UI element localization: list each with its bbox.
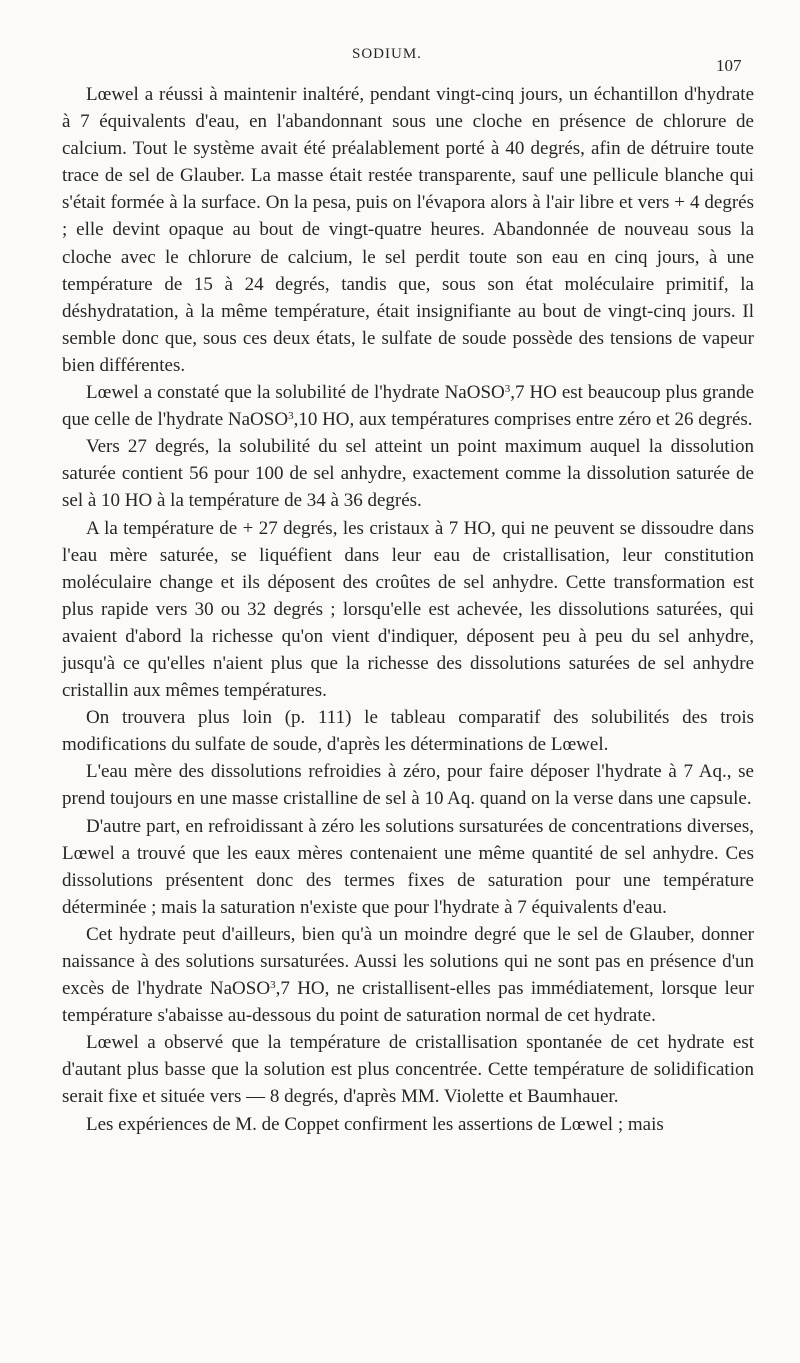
paragraph-2-part-1: Lœwel a constaté que la solubilité de l'hydrate NaOSO: [86, 382, 505, 404]
paragraph-5: On trouvera plus loin (p. 111) le tableau comparatif des solubilités des trois modifications du sulfate de soude, d'après les déterminations de Lœwel.: [62, 707, 754, 756]
paragraph-8-part-1: Cet hydrate peut d'ailleurs, bien qu'à un moindre degré que le sel de Glauber, donner naissance à des solutions sursaturées. Aussi les solutions qui ne sont pas en présence d'un excès de l'hydrate NaOSO: [62, 923, 754, 1000]
superscript: 3: [504, 383, 511, 396]
paragraph-8-part-2: ,7 HO, ne cristallisent-elles pas immédiatement, lorsque leur température s'abaisse au-dessous du point de saturation normal de cet hydrate.: [62, 978, 755, 1027]
running-title: SODIUM.: [352, 46, 422, 62]
paragraph-2-part-2: ,7 HO est beaucoup plus grande que celle de l'hydrate NaOSO: [62, 382, 754, 431]
paragraph-4: A la température de + 27 degrés, les cristaux à 7 HO, qui ne peuvent se dissoudre dans l'eau mère saturée, se liquéfient dans leur eau de cristallisation, leur constitution moléculaire change et ils déposent des croûtes de sel anhydre. Cette transformation est plus rapide vers 30 ou 32 degrés ; lorsqu'elle est achevée, les dissolutions saturées, qui avaient d'abord la richesse qu'on vient d'indiquer, déposent peu à peu du sel anhydre, jusqu'à ce qu'elles n'aient plus que la richesse des dissolutions saturées de sel anhydre cristallin aux mêmes températures.: [62, 517, 754, 702]
superscript: 3: [288, 410, 294, 423]
paragraph-8: [62, 921, 754, 1029]
paragraph-2: [62, 379, 754, 433]
superscript: 3: [270, 979, 276, 992]
paragraph-6: L'eau mère des dissolutions refroidies à zéro, pour faire déposer l'hydrate à 7 Aq., se prend toujours en une masse cristalline de sel à 10 Aq. quand on la verse dans une capsule.: [62, 761, 754, 810]
paragraph-10: Les expériences de M. de Coppet confirment les assertions de Lœwel ; mais: [86, 1113, 664, 1135]
paragraph-1: Lœwel a réussi à maintenir inaltéré, pendant vingt-cinq jours, un échantillon d'hydrate à 7 équivalents d'eau, en l'abandonnant sous une cloche en présence de chlorure de calcium. Tout le système avait été préalablement porté à 40 degrés, afin de détruire toute trace de sel de Glauber. La masse était restée transparente, sauf une pellicule blanche qui s'était formée à la surface. On la pesa, puis on l'évapora alors à l'air libre et vers + 4 degrés ; elle devint opaque au bout de vingt-quatre heures. Abandonnée de nouveau sous la cloche avec le chlorure de calcium, le sel perdit toute son eau en cinq jours, à une température de 15 à 24 degrés, tandis que, sous son état moléculaire primitif, la déshydratation, à la même température, était insignifiante au bout de vingt-cinq jours. Il semble donc que, sous ces deux états, le sulfate de soude possède des tensions de vapeur bien différentes.: [62, 84, 754, 376]
paragraph-9: Lœwel a observé que la température de cristallisation spontanée de cet hydrate est d'autant plus basse que la solution est plus concentrée. Cette température de solidification serait fixe et située vers — 8 degrés, d'après MM. Violette et Baumhauer.: [62, 1032, 754, 1108]
paragraph-3: Vers 27 degrés, la solubilité du sel atteint un point maximum auquel la dissolution saturée contient 56 pour 100 de sel anhydre, exactement comme la dissolution saturée de sel à 10 HO à la température de 34 à 36 degrés.: [62, 436, 754, 512]
paragraph-2-part-3: ,10 HO, aux températures comprises entre zéro et 26 degrés.: [293, 409, 753, 431]
body-text: [62, 81, 754, 1138]
page-header: [0, 46, 800, 75]
paragraph-7: D'autre part, en refroidissant à zéro les solutions sursaturées de concentrations diverses, Lœwel a trouvé que les eaux mères contenaient une même quantité de sel anhydre. Ces dissolutions présentent donc des termes fixes de saturation pour une température déterminée ; mais la saturation n'existe que pour l'hydrate à 7 équivalents d'eau.: [62, 815, 754, 918]
page-number: 107: [716, 56, 742, 75]
